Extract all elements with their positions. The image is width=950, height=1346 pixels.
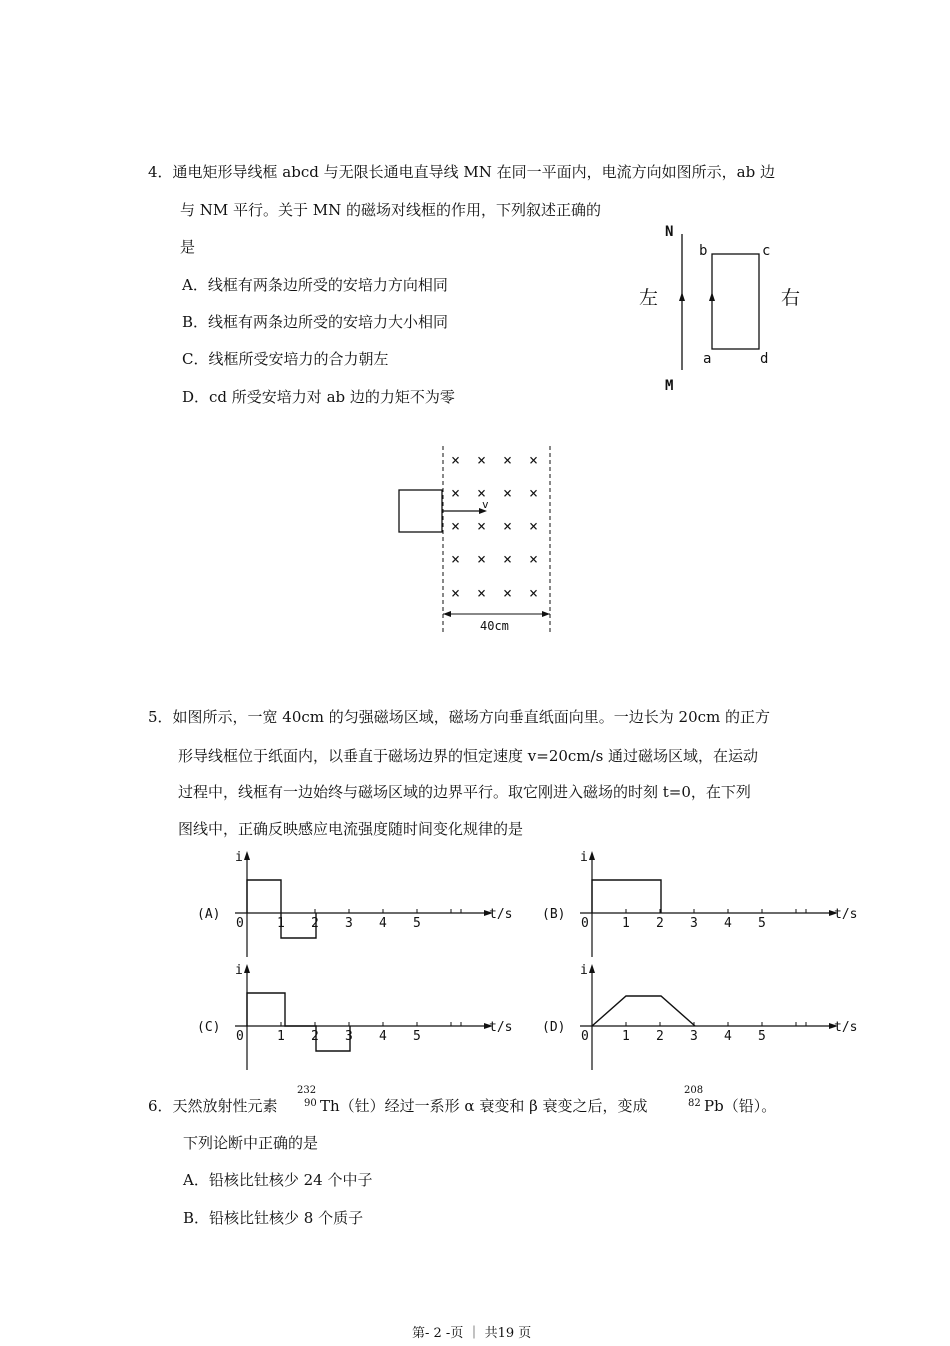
x-axis-label: t/s [834,907,858,922]
x-axis-label: t/s [489,907,513,922]
pb-mass-number: 208 [684,1085,704,1096]
y-axis-label: i [235,850,243,865]
width-label: 40cm [480,619,509,633]
page-footer: 第- 2 -页 ｜ 共19 页 [412,1326,532,1341]
q4-option-b: B．线框有两条边所受的安培力大小相同 [182,313,449,331]
tick-label: 2 [656,1029,664,1044]
tick-label: 1 [622,1029,630,1044]
pb-atomic-number: 82 [688,1098,701,1109]
tick-label: 4 [724,1029,732,1044]
x-axis-label: t/s [489,1020,513,1035]
q4-option-a: A．线框有两条边所受的安培力方向相同 [182,276,448,294]
tick-label: 1 [277,1029,285,1044]
x-axis-label: t/s [834,1020,858,1035]
field-cross: × [529,550,539,568]
tick-label: 2 [656,916,664,931]
q6-option-b: B．铅核比钍核少 8 个质子 [183,1209,364,1227]
origin-label: 0 [236,1029,244,1044]
tick-label: 4 [379,1029,387,1044]
loop-current-arrow [709,292,715,301]
tick-label: 1 [277,916,285,931]
q5-line-1: 5．如图所示，一宽 40cm 的匀强磁场区域，磁场方向垂直纸面向里。一边长为 20cm 的正方 [148,708,771,726]
origin-label: 0 [236,916,244,931]
q6-line-1-post: Pb（铅）。 [704,1097,777,1115]
field-cross: × [451,550,461,568]
y-axis-arrow [244,851,250,860]
y-axis-label: i [235,963,243,978]
label-c: c [762,243,771,259]
y-axis-label: i [580,850,588,865]
tick-label: 5 [413,1029,421,1044]
label-a: a [703,351,712,367]
label-left: 左 [639,287,659,309]
q6-line-2: 下列论断中正确的是 [183,1134,319,1152]
th-atomic-number: 90 [304,1098,317,1109]
graph-d [540,958,880,1078]
tick-label: 3 [690,916,698,931]
field-cross: × [477,484,487,502]
field-region-figure [396,442,566,642]
graph-b [540,845,880,965]
q5-line-2: 形导线框位于纸面内，以垂直于磁场边界的恒定速度 v=20cm/s 通过磁场区域，在运动 [178,747,759,765]
label-d: d [760,351,769,367]
q4-option-c: C．线框所受安培力的合力朝左 [182,350,389,368]
field-cross: × [503,550,513,568]
field-cross: × [477,550,487,568]
field-cross: × [451,484,461,502]
tick-label: 5 [758,1029,766,1044]
label-b: b [699,243,708,259]
field-cross: × [529,517,539,535]
q5-line-3: 过程中，线框有一边始终与磁场区域的边界平行。取它刚进入磁场的时刻 t=0，在下列 [178,783,751,801]
q4-line-2: 与 NM 平行。关于 MN 的磁场对线框的作用，下列叙述正确的 [180,201,602,219]
th-mass-number: 232 [297,1085,317,1096]
tick-label: 3 [345,916,353,931]
field-cross: × [477,584,487,602]
graph-c [195,958,535,1078]
y-axis-arrow [244,964,250,973]
q6-line-1-mid: Th（钍）经过一系形 α 衰变和 β 衰变之后，变成 [320,1097,648,1115]
field-cross: × [503,451,513,469]
field-cross: × [503,584,513,602]
panel-label: (C) [197,1020,221,1035]
velocity-label: v [482,498,489,511]
q4-line-3: 是 [180,238,196,256]
q4-option-d: D．cd 所受安培力对 ab 边的力矩不为零 [182,388,455,406]
field-cross: × [529,484,539,502]
panel-label: (D) [542,1020,566,1035]
q4-line-1: 4．通电矩形导线框 abcd 与无限长通电直导线 MN 在同一平面内，电流方向如图所示，ab 边 [148,163,775,181]
field-cross: × [503,484,513,502]
label-n: N [665,224,674,240]
current-curve [247,880,316,938]
loop-abcd [712,254,759,349]
field-cross: × [451,451,461,469]
wire-current-arrow [679,292,685,301]
field-cross: × [477,451,487,469]
tick-label: 1 [622,916,630,931]
field-cross: × [529,451,539,469]
panel-label: (B) [542,907,566,922]
label-right: 右 [781,287,801,309]
tick-label: 2 [311,1029,319,1044]
panel-label: (A) [197,907,221,922]
current-curve [247,993,350,1051]
tick-label: 4 [724,916,732,931]
width-arrow-right [542,611,550,617]
field-cross: × [477,517,487,535]
current-curve [592,880,661,913]
q5-line-4: 图线中，正确反映感应电流强度随时间变化规律的是 [178,820,524,838]
wire-loop-figure [635,218,815,398]
y-axis-label: i [580,963,588,978]
field-cross: × [451,584,461,602]
y-axis-arrow [589,851,595,860]
field-cross: × [451,517,461,535]
y-axis-arrow [589,964,595,973]
origin-label: 0 [581,1029,589,1044]
origin-label: 0 [581,916,589,931]
tick-label: 3 [345,1029,353,1044]
field-cross: × [503,517,513,535]
label-m: M [665,378,674,394]
tick-label: 5 [758,916,766,931]
tick-label: 4 [379,916,387,931]
q6-option-a: A．铅核比钍核少 24 个中子 [183,1171,373,1189]
field-cross: × [529,584,539,602]
tick-label: 3 [690,1029,698,1044]
graph-a [195,845,535,965]
square-loop [399,490,442,532]
tick-label: 5 [413,916,421,931]
q6-line-1-pre: 6．天然放射性元素 [148,1097,278,1115]
tick-label: 2 [311,916,319,931]
current-curve [592,996,695,1026]
width-arrow-left [443,611,451,617]
